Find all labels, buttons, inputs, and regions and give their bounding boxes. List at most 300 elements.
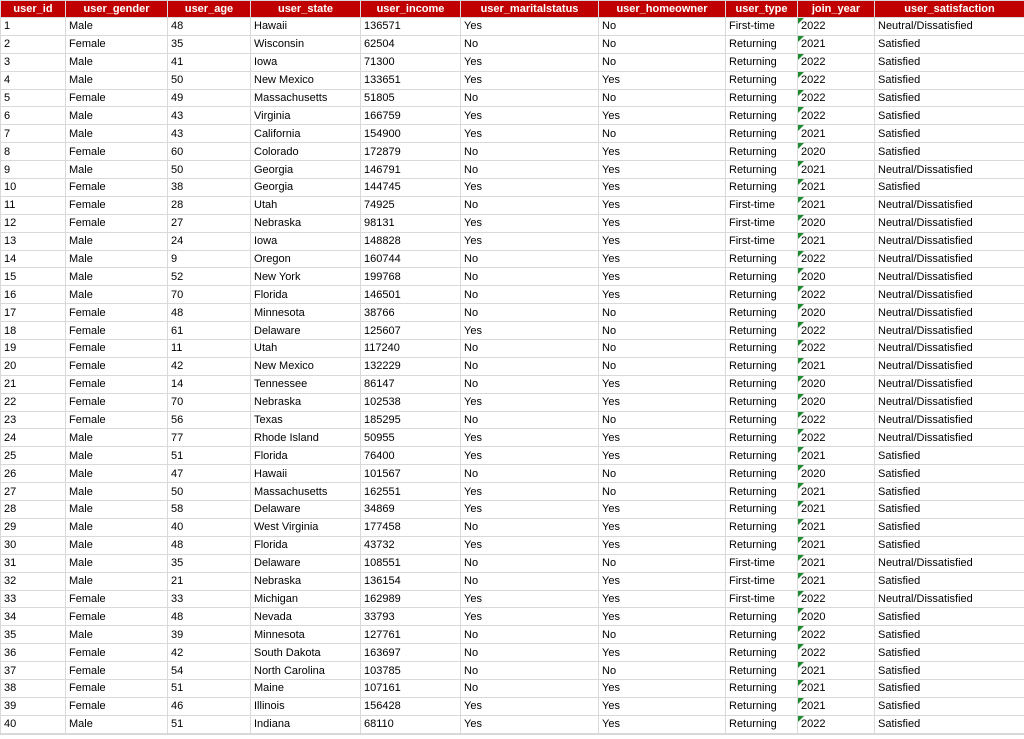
table-cell[interactable]: Male [66,447,168,465]
table-cell[interactable]: Satisfied [875,143,1024,161]
table-cell[interactable] [798,143,875,161]
table-cell[interactable]: Georgia [251,179,361,197]
table-cell[interactable]: First-time [726,214,798,232]
table-cell[interactable] [798,161,875,179]
error-indicator-icon[interactable] [798,268,804,274]
table-cell[interactable]: Satisfied [875,107,1024,125]
error-indicator-icon[interactable] [798,716,804,722]
table-cell[interactable]: 50 [168,483,251,501]
table-cell[interactable]: Yes [461,322,599,340]
table-cell[interactable]: 172879 [361,143,461,161]
table-cell[interactable]: Returning [726,644,798,662]
table-cell[interactable]: No [599,662,726,680]
table-cell[interactable] [798,518,875,536]
table-cell[interactable]: Yes [599,536,726,554]
table-cell[interactable]: 154900 [361,125,461,143]
error-indicator-icon[interactable] [798,537,804,543]
table-cell[interactable]: No [599,18,726,36]
table-cell[interactable]: No [599,304,726,322]
table-cell[interactable]: Satisfied [875,71,1024,89]
table-cell[interactable]: Returning [726,679,798,697]
table-cell[interactable]: 35 [168,35,251,53]
table-cell[interactable] [798,304,875,322]
table-cell[interactable]: Yes [461,501,599,519]
table-cell[interactable]: No [461,626,599,644]
table-cell[interactable]: Illinois [251,697,361,715]
table-cell[interactable]: Returning [726,483,798,501]
header-cell[interactable]: user_type [726,1,798,18]
error-indicator-icon[interactable] [798,608,804,614]
table-cell[interactable]: Male [66,572,168,590]
table-cell[interactable]: 70 [168,286,251,304]
table-cell[interactable]: Yes [461,107,599,125]
table-cell[interactable]: Yes [599,107,726,125]
table-cell[interactable]: No [461,679,599,697]
table-cell[interactable]: Satisfied [875,125,1024,143]
table-cell[interactable]: 28 [1,501,66,519]
table-cell[interactable]: 42 [168,644,251,662]
table-cell[interactable]: First-time [726,554,798,572]
table-cell[interactable]: 16 [1,286,66,304]
table-cell[interactable]: Georgia [251,161,361,179]
table-cell[interactable]: West Virginia [251,518,361,536]
table-cell[interactable]: 68110 [361,715,461,733]
table-cell[interactable]: 2 [1,35,66,53]
table-cell[interactable]: No [461,35,599,53]
table-cell[interactable]: 132229 [361,357,461,375]
table-cell[interactable]: 33793 [361,608,461,626]
table-cell[interactable]: No [599,483,726,501]
table-cell[interactable]: Satisfied [875,608,1024,626]
table-cell[interactable] [798,125,875,143]
table-cell[interactable]: No [461,143,599,161]
table-cell[interactable]: Rhode Island [251,429,361,447]
table-cell[interactable]: Returning [726,357,798,375]
table-cell[interactable]: 24 [168,232,251,250]
table-cell[interactable]: Neutral/Dissatisfied [875,393,1024,411]
table-cell[interactable] [798,429,875,447]
table-cell[interactable]: Colorado [251,143,361,161]
header-cell[interactable]: user_age [168,1,251,18]
error-indicator-icon[interactable] [798,680,804,686]
error-indicator-icon[interactable] [798,125,804,131]
table-cell[interactable]: No [461,572,599,590]
table-cell[interactable]: Returning [726,501,798,519]
table-cell[interactable]: Yes [599,71,726,89]
table-cell[interactable]: 15 [1,268,66,286]
table-cell[interactable]: 9 [1,161,66,179]
table-cell[interactable]: 62504 [361,35,461,53]
table-cell[interactable]: Returning [726,715,798,733]
table-cell[interactable]: Indiana [251,715,361,733]
table-cell[interactable]: 20 [1,357,66,375]
table-cell[interactable]: 127761 [361,626,461,644]
table-cell[interactable] [798,590,875,608]
table-cell[interactable]: Florida [251,447,361,465]
table-cell[interactable]: Iowa [251,232,361,250]
table-cell[interactable]: Satisfied [875,715,1024,733]
table-cell[interactable]: Satisfied [875,447,1024,465]
table-cell[interactable]: 26 [1,465,66,483]
error-indicator-icon[interactable] [798,662,804,668]
table-cell[interactable]: Returning [726,518,798,536]
table-cell[interactable]: Yes [461,232,599,250]
error-indicator-icon[interactable] [798,447,804,453]
table-cell[interactable]: Returning [726,340,798,358]
error-indicator-icon[interactable] [798,519,804,525]
table-cell[interactable]: 49 [168,89,251,107]
table-cell[interactable]: Female [66,35,168,53]
error-indicator-icon[interactable] [798,215,804,221]
table-cell[interactable]: Yes [599,214,726,232]
table-cell[interactable]: Female [66,608,168,626]
table-cell[interactable]: No [461,465,599,483]
table-cell[interactable]: 76400 [361,447,461,465]
table-cell[interactable]: 39 [1,697,66,715]
header-cell[interactable]: user_income [361,1,461,18]
error-indicator-icon[interactable] [798,591,804,597]
table-cell[interactable]: 77 [168,429,251,447]
table-cell[interactable]: Yes [599,644,726,662]
error-indicator-icon[interactable] [798,394,804,400]
table-cell[interactable] [798,250,875,268]
table-cell[interactable]: Yes [461,697,599,715]
table-cell[interactable] [798,501,875,519]
table-cell[interactable]: No [461,340,599,358]
table-cell[interactable]: Yes [599,161,726,179]
table-cell[interactable]: Satisfied [875,179,1024,197]
table-cell[interactable]: Female [66,644,168,662]
table-cell[interactable]: Satisfied [875,679,1024,697]
table-cell[interactable]: Returning [726,429,798,447]
table-cell[interactable]: Neutral/Dissatisfied [875,340,1024,358]
table-cell[interactable]: Returning [726,447,798,465]
table-cell[interactable]: 46 [168,697,251,715]
table-cell[interactable]: Satisfied [875,35,1024,53]
table-cell[interactable]: 56 [168,411,251,429]
table-cell[interactable]: New York [251,268,361,286]
table-cell[interactable] [798,393,875,411]
table-cell[interactable]: Neutral/Dissatisfied [875,18,1024,36]
table-cell[interactable]: Male [66,18,168,36]
table-cell[interactable]: Returning [726,465,798,483]
table-cell[interactable]: Returning [726,35,798,53]
table-cell[interactable]: Neutral/Dissatisfied [875,590,1024,608]
table-cell[interactable]: Male [66,286,168,304]
error-indicator-icon[interactable] [798,626,804,632]
table-cell[interactable]: 50955 [361,429,461,447]
table-cell[interactable]: Neutral/Dissatisfied [875,161,1024,179]
table-cell[interactable]: Yes [599,196,726,214]
table-cell[interactable]: No [461,357,599,375]
error-indicator-icon[interactable] [798,54,804,60]
table-cell[interactable]: Yes [461,125,599,143]
table-cell[interactable]: 48 [168,18,251,36]
table-cell[interactable]: 14 [168,375,251,393]
table-cell[interactable]: Male [66,53,168,71]
table-cell[interactable]: New Mexico [251,71,361,89]
table-cell[interactable]: 166759 [361,107,461,125]
table-cell[interactable]: No [599,626,726,644]
table-cell[interactable]: 162551 [361,483,461,501]
table-cell[interactable]: 156428 [361,697,461,715]
table-cell[interactable]: 25 [1,447,66,465]
header-cell[interactable]: user_gender [66,1,168,18]
table-cell[interactable]: Returning [726,268,798,286]
table-cell[interactable]: Utah [251,196,361,214]
table-cell[interactable]: 39 [168,626,251,644]
table-cell[interactable]: Yes [599,250,726,268]
error-indicator-icon[interactable] [798,72,804,78]
table-cell[interactable]: Satisfied [875,53,1024,71]
table-cell[interactable]: Male [66,250,168,268]
table-cell[interactable]: Oregon [251,250,361,268]
table-cell[interactable]: Male [66,465,168,483]
table-cell[interactable]: First-time [726,196,798,214]
table-cell[interactable]: 40 [1,715,66,733]
table-cell[interactable]: Neutral/Dissatisfied [875,214,1024,232]
error-indicator-icon[interactable] [798,322,804,328]
header-cell[interactable]: user_maritalstatus [461,1,599,18]
table-cell[interactable]: No [599,89,726,107]
table-cell[interactable]: Satisfied [875,465,1024,483]
table-cell[interactable]: 58 [168,501,251,519]
table-cell[interactable]: Neutral/Dissatisfied [875,375,1024,393]
table-cell[interactable]: 35 [1,626,66,644]
error-indicator-icon[interactable] [798,555,804,561]
table-cell[interactable]: Delaware [251,322,361,340]
table-cell[interactable]: 31 [1,554,66,572]
table-cell[interactable]: Male [66,715,168,733]
table-cell[interactable]: 102538 [361,393,461,411]
table-cell[interactable]: Female [66,679,168,697]
table-cell[interactable]: New Mexico [251,357,361,375]
table-cell[interactable] [798,662,875,680]
table-cell[interactable]: Hawaii [251,18,361,36]
table-cell[interactable]: Minnesota [251,304,361,322]
table-cell[interactable]: Male [66,536,168,554]
table-cell[interactable]: Satisfied [875,89,1024,107]
table-cell[interactable]: Male [66,232,168,250]
table-cell[interactable]: Massachusetts [251,89,361,107]
table-cell[interactable]: 108551 [361,554,461,572]
table-cell[interactable]: Returning [726,53,798,71]
table-cell[interactable]: 21 [168,572,251,590]
header-cell[interactable]: user_state [251,1,361,18]
table-cell[interactable]: Neutral/Dissatisfied [875,304,1024,322]
table-cell[interactable]: Yes [599,715,726,733]
table-cell[interactable]: Returning [726,161,798,179]
table-cell[interactable]: 144745 [361,179,461,197]
table-cell[interactable]: Yes [461,447,599,465]
table-cell[interactable]: Yes [599,143,726,161]
table-cell[interactable]: 11 [1,196,66,214]
table-cell[interactable]: Neutral/Dissatisfied [875,232,1024,250]
table-cell[interactable]: Female [66,393,168,411]
table-cell[interactable]: 70 [168,393,251,411]
table-cell[interactable]: Yes [599,697,726,715]
table-cell[interactable]: Male [66,626,168,644]
table-cell[interactable]: Yes [461,483,599,501]
table-cell[interactable] [798,447,875,465]
table-cell[interactable]: 8 [1,143,66,161]
table-cell[interactable] [798,179,875,197]
table-cell[interactable]: Male [66,554,168,572]
table-cell[interactable]: 51805 [361,89,461,107]
table-cell[interactable]: 125607 [361,322,461,340]
table-cell[interactable]: 86147 [361,375,461,393]
error-indicator-icon[interactable] [798,644,804,650]
table-cell[interactable]: Male [66,483,168,501]
table-cell[interactable]: 9 [168,250,251,268]
table-cell[interactable] [798,35,875,53]
table-cell[interactable]: 24 [1,429,66,447]
table-cell[interactable]: 34869 [361,501,461,519]
table-cell[interactable]: Yes [461,214,599,232]
table-cell[interactable] [798,411,875,429]
table-cell[interactable]: Male [66,125,168,143]
table-cell[interactable]: No [461,411,599,429]
table-cell[interactable]: 37 [1,662,66,680]
table-cell[interactable]: Neutral/Dissatisfied [875,250,1024,268]
table-cell[interactable]: 29 [1,518,66,536]
table-cell[interactable]: No [461,250,599,268]
table-cell[interactable]: No [461,662,599,680]
table-cell[interactable]: Satisfied [875,483,1024,501]
table-cell[interactable]: Delaware [251,501,361,519]
table-cell[interactable] [798,196,875,214]
table-cell[interactable] [798,483,875,501]
table-cell[interactable]: Yes [599,286,726,304]
table-cell[interactable] [798,697,875,715]
table-cell[interactable]: Yes [599,608,726,626]
table-cell[interactable]: 117240 [361,340,461,358]
table-cell[interactable]: 34 [1,608,66,626]
error-indicator-icon[interactable] [798,304,804,310]
error-indicator-icon[interactable] [798,501,804,507]
table-cell[interactable]: Satisfied [875,536,1024,554]
table-cell[interactable]: Yes [599,429,726,447]
table-cell[interactable]: 48 [168,608,251,626]
table-cell[interactable]: Virginia [251,107,361,125]
table-cell[interactable]: No [599,357,726,375]
table-cell[interactable]: 27 [1,483,66,501]
table-cell[interactable]: 40 [168,518,251,536]
table-cell[interactable]: Massachusetts [251,483,361,501]
table-cell[interactable] [798,214,875,232]
table-cell[interactable]: Returning [726,393,798,411]
table-cell[interactable]: Female [66,697,168,715]
header-cell[interactable]: user_satisfaction [875,1,1024,18]
table-cell[interactable]: Male [66,429,168,447]
table-cell[interactable]: Male [66,107,168,125]
table-cell[interactable] [798,554,875,572]
table-cell[interactable]: 42 [168,357,251,375]
table-cell[interactable]: Female [66,214,168,232]
table-cell[interactable]: 3 [1,53,66,71]
table-cell[interactable]: Male [66,161,168,179]
table-cell[interactable]: Satisfied [875,644,1024,662]
table-cell[interactable]: First-time [726,232,798,250]
table-cell[interactable]: 19 [1,340,66,358]
table-cell[interactable]: Yes [461,179,599,197]
table-cell[interactable]: Yes [599,268,726,286]
table-cell[interactable]: Maine [251,679,361,697]
table-cell[interactable]: Male [66,501,168,519]
table-cell[interactable]: 33 [168,590,251,608]
table-cell[interactable]: Neutral/Dissatisfied [875,322,1024,340]
table-cell[interactable]: 38766 [361,304,461,322]
table-cell[interactable]: Nebraska [251,572,361,590]
table-cell[interactable]: 5 [1,89,66,107]
table-cell[interactable]: 71300 [361,53,461,71]
table-cell[interactable]: Yes [461,715,599,733]
table-cell[interactable] [798,322,875,340]
table-cell[interactable]: Texas [251,411,361,429]
table-cell[interactable]: Neutral/Dissatisfied [875,554,1024,572]
table-cell[interactable]: No [599,322,726,340]
table-cell[interactable] [798,89,875,107]
table-cell[interactable]: Neutral/Dissatisfied [875,429,1024,447]
error-indicator-icon[interactable] [798,286,804,292]
error-indicator-icon[interactable] [798,340,804,346]
table-cell[interactable]: Michigan [251,590,361,608]
table-cell[interactable]: 185295 [361,411,461,429]
table-cell[interactable]: Utah [251,340,361,358]
table-cell[interactable] [798,626,875,644]
table-cell[interactable]: Florida [251,536,361,554]
table-cell[interactable]: Returning [726,662,798,680]
table-cell[interactable] [798,340,875,358]
table-cell[interactable]: Returning [726,286,798,304]
table-cell[interactable]: 51 [168,679,251,697]
table-cell[interactable] [798,644,875,662]
table-cell[interactable]: Yes [599,501,726,519]
table-cell[interactable]: Returning [726,608,798,626]
table-cell[interactable]: 136154 [361,572,461,590]
table-cell[interactable]: 148828 [361,232,461,250]
table-cell[interactable]: 32 [1,572,66,590]
table-cell[interactable]: Neutral/Dissatisfied [875,411,1024,429]
table-cell[interactable]: Satisfied [875,662,1024,680]
table-cell[interactable]: First-time [726,572,798,590]
table-cell[interactable]: No [461,286,599,304]
table-cell[interactable]: Returning [726,71,798,89]
table-cell[interactable]: 35 [168,554,251,572]
table-cell[interactable]: Wisconsin [251,35,361,53]
table-cell[interactable] [798,572,875,590]
table-cell[interactable]: Returning [726,125,798,143]
table-cell[interactable]: Female [66,590,168,608]
table-cell[interactable] [798,375,875,393]
table-cell[interactable] [798,715,875,733]
table-cell[interactable]: Female [66,196,168,214]
table-cell[interactable]: 7 [1,125,66,143]
table-cell[interactable]: Returning [726,304,798,322]
table-cell[interactable]: Delaware [251,554,361,572]
table-cell[interactable]: Male [66,71,168,89]
table-cell[interactable]: No [461,375,599,393]
table-cell[interactable]: 22 [1,393,66,411]
table-cell[interactable]: Nebraska [251,214,361,232]
table-cell[interactable]: 48 [168,304,251,322]
table-cell[interactable]: 43732 [361,536,461,554]
table-cell[interactable]: 6 [1,107,66,125]
table-cell[interactable] [798,107,875,125]
table-cell[interactable]: 4 [1,71,66,89]
table-cell[interactable]: 101567 [361,465,461,483]
table-cell[interactable]: 43 [168,107,251,125]
